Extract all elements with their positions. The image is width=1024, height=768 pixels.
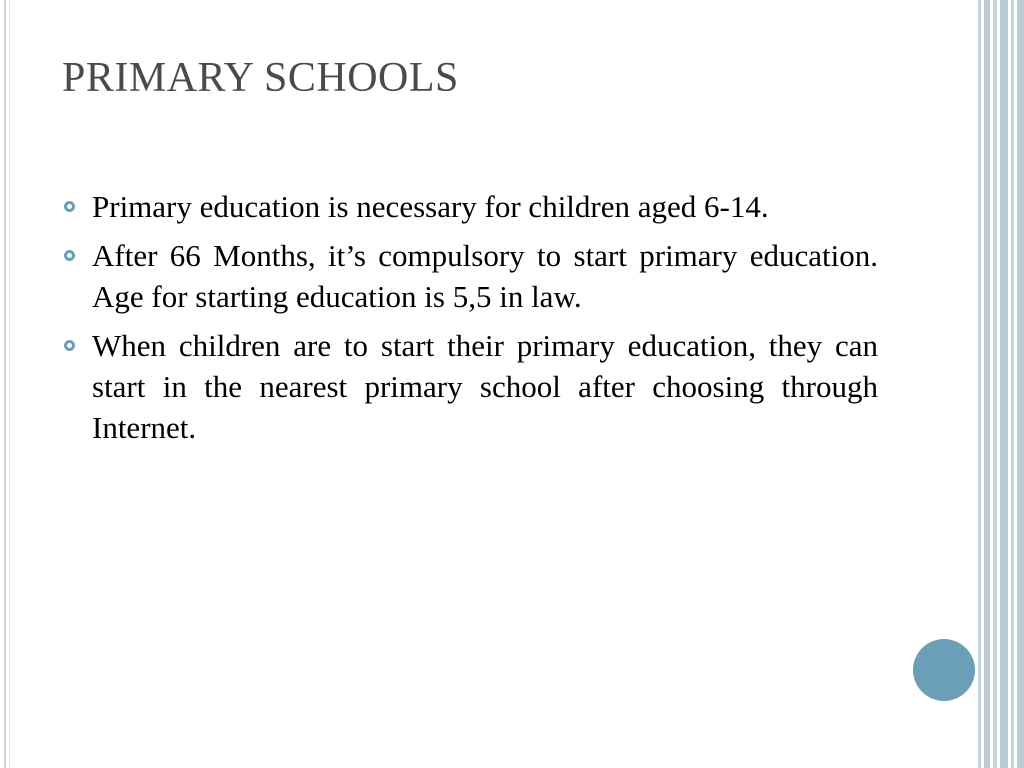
bullet-text: After 66 Months, it’s compulsory to start primary education. Age for starting education is 5,5 in law. — [92, 238, 878, 314]
right-stripe — [978, 0, 981, 768]
bullet-item — [60, 235, 878, 317]
right-stripe — [1000, 0, 1008, 768]
ring-bullet-icon — [64, 201, 75, 212]
right-stripe — [1011, 0, 1014, 768]
right-stripe — [1017, 0, 1024, 768]
right-stripe — [984, 0, 990, 768]
bullet-item — [60, 186, 878, 227]
bullet-text: Primary education is necessary for children aged 6-14. — [92, 189, 769, 224]
circle-decoration — [913, 639, 975, 701]
bullet-item — [60, 325, 878, 448]
bullet-list — [60, 186, 878, 456]
left-border-line-inner — [9, 0, 10, 768]
bullet-text: When children are to start their primary education, they can start in the nearest primary school after choosing through Internet. — [92, 328, 878, 445]
ring-bullet-icon — [64, 340, 75, 351]
ring-bullet-icon — [64, 250, 75, 261]
left-border-line — [4, 0, 6, 768]
right-stripe — [993, 0, 997, 768]
slide-title: PRIMARY SCHOOLS — [62, 55, 459, 101]
